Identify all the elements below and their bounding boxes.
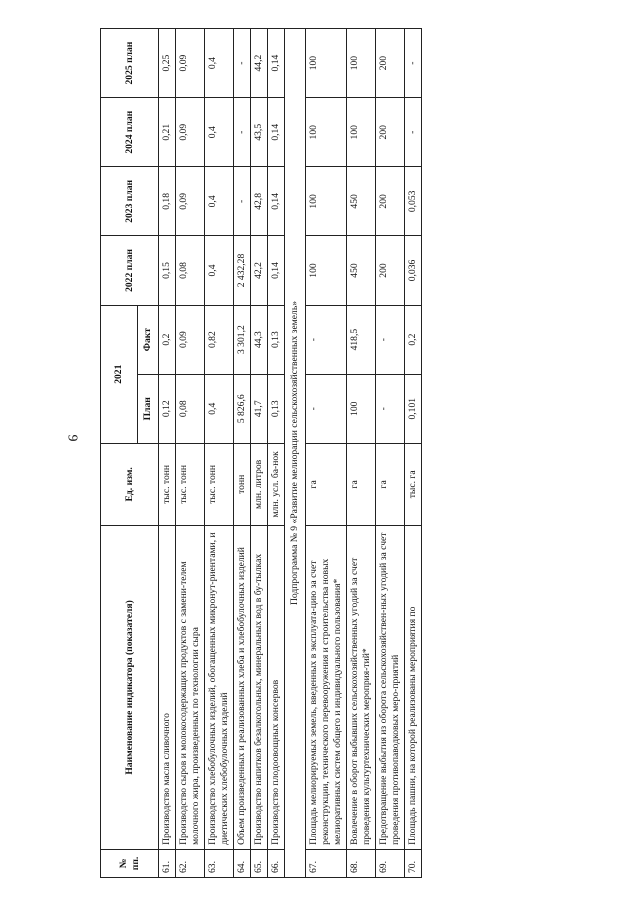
indicator-name: Производство хлебобулочных изделий, обогащенных микронут-риентами, и диетических хлебобулочных изделий xyxy=(204,525,233,849)
plan-2023-cell: 0,053 xyxy=(404,167,421,236)
fact-2021-cell: 0,13 xyxy=(267,305,284,374)
plan-2022-cell: 200 xyxy=(375,236,404,305)
plan-2022-cell: 0,036 xyxy=(404,236,421,305)
plan-2022-cell: 0,14 xyxy=(267,236,284,305)
row-number: 63. xyxy=(204,849,233,877)
plan-2024-cell: - xyxy=(233,98,250,167)
row-number: 65. xyxy=(250,849,267,877)
plan-2021-cell: 0,08 xyxy=(175,374,204,443)
plan-2021-cell: 0,4 xyxy=(204,374,233,443)
indicator-name: Площадь мелиорируемых земель, введенных в эксплуата-цию за счет реконструкции, технического перевооружения и строительства новых мелиоративных систем общего и индивидуального пользования* xyxy=(305,525,346,849)
fact-2021-cell: 418,5 xyxy=(346,305,375,374)
header-row xyxy=(101,29,138,878)
plan-2025-cell: 0,4 xyxy=(204,29,233,98)
plan-2022-cell: 450 xyxy=(346,236,375,305)
unit-cell: га xyxy=(375,443,404,525)
plan-2025-cell: - xyxy=(404,29,421,98)
plan-2025-cell: 0,14 xyxy=(267,29,284,98)
plan-2023-cell: 0,18 xyxy=(159,167,176,236)
row-number: 66. xyxy=(267,849,284,877)
header-2023: 2023 план xyxy=(101,167,159,236)
row-number: 68. xyxy=(346,849,375,877)
table-row xyxy=(204,29,233,878)
fact-2021-cell: 0,82 xyxy=(204,305,233,374)
table-row xyxy=(175,29,204,878)
fact-2021-cell: 0,2 xyxy=(159,305,176,374)
plan-2025-cell: - xyxy=(233,29,250,98)
plan-2024-cell: 43,5 xyxy=(250,98,267,167)
fact-2021-cell: 0,2 xyxy=(404,305,421,374)
row-number: 62. xyxy=(175,849,204,877)
plan-2021-cell: 0,13 xyxy=(267,374,284,443)
plan-2022-cell: 0,4 xyxy=(204,236,233,305)
header-num: № пп. xyxy=(101,849,159,877)
plan-2022-cell: 42,2 xyxy=(250,236,267,305)
indicator-name: Объем произведенных и реализованных хлеба и хлебобулочных изделий xyxy=(233,525,250,849)
plan-2021-cell: 0,12 xyxy=(159,374,176,443)
plan-2023-cell: 450 xyxy=(346,167,375,236)
header-unit: Ед. изм. xyxy=(101,443,159,525)
indicator-name: Производство напитков безалкогольных, минеральных вод в бу-тылках xyxy=(250,525,267,849)
plan-2023-cell: 42,8 xyxy=(250,167,267,236)
plan-2024-cell: 100 xyxy=(346,98,375,167)
header-2025: 2025 план xyxy=(101,29,159,98)
table-row xyxy=(305,29,346,878)
fact-2021-cell: - xyxy=(375,305,404,374)
table-row xyxy=(404,29,421,878)
indicator-name: Производство плодоовощных консервов xyxy=(267,525,284,849)
header-fact: Факт xyxy=(138,305,159,374)
unit-cell: га xyxy=(305,443,346,525)
plan-2021-cell: 5 826,6 xyxy=(233,374,250,443)
table-row xyxy=(346,29,375,878)
row-number: 64. xyxy=(233,849,250,877)
plan-2023-cell: 0,14 xyxy=(267,167,284,236)
plan-2023-cell: - xyxy=(233,167,250,236)
header-2021: 2021 xyxy=(101,305,138,443)
rows-group-a xyxy=(159,29,285,878)
indicator-name: Производство сыров и молокосодержащих продуктов с замени-телем молочного жира, произведенных по технологии сыра xyxy=(175,525,204,849)
plan-2024-cell: - xyxy=(404,98,421,167)
unit-cell: тыс. тонн xyxy=(204,443,233,525)
plan-2022-cell: 0,15 xyxy=(159,236,176,305)
plan-2024-cell: 0,14 xyxy=(267,98,284,167)
header-plan: План xyxy=(138,374,159,443)
plan-2025-cell: 100 xyxy=(305,29,346,98)
row-number: 69. xyxy=(375,849,404,877)
plan-2024-cell: 0,4 xyxy=(204,98,233,167)
indicators-table xyxy=(100,28,422,878)
plan-2022-cell: 2 432,28 xyxy=(233,236,250,305)
header-name: Наименование индикатора (показателя) xyxy=(101,525,159,849)
plan-2025-cell: 100 xyxy=(346,29,375,98)
fact-2021-cell: 3 301,2 xyxy=(233,305,250,374)
row-number: 61. xyxy=(159,849,176,877)
plan-2024-cell: 200 xyxy=(375,98,404,167)
indicator-name: Площадь пашни, на которой реализованы мероприятия по xyxy=(404,525,421,849)
plan-2025-cell: 44,2 xyxy=(250,29,267,98)
header-2022: 2022 план xyxy=(101,236,159,305)
subprogram-title: Подпрограмма № 9 «Развитие мелиорации сельскохозяйственных земель» xyxy=(284,29,305,878)
unit-cell: тыс. га xyxy=(404,443,421,525)
plan-2025-cell: 0,25 xyxy=(159,29,176,98)
row-number: 70. xyxy=(404,849,421,877)
table-row xyxy=(250,29,267,878)
indicator-name: Предотвращение выбытия из оборота сельскохозяйствен-ных угодий за счет проведения противопаводковых меро-приятий xyxy=(375,525,404,849)
plan-2023-cell: 200 xyxy=(375,167,404,236)
plan-2022-cell: 100 xyxy=(305,236,346,305)
plan-2024-cell: 100 xyxy=(305,98,346,167)
plan-2025-cell: 200 xyxy=(375,29,404,98)
plan-2024-cell: 0,09 xyxy=(175,98,204,167)
unit-cell: тыс. тонн xyxy=(159,443,176,525)
row-number: 67. xyxy=(305,849,346,877)
unit-cell: млн. усл. ба-нок xyxy=(267,443,284,525)
table-row xyxy=(267,29,284,878)
fact-2021-cell: - xyxy=(305,305,346,374)
plan-2021-cell: 100 xyxy=(346,374,375,443)
plan-2021-cell: - xyxy=(305,374,346,443)
unit-cell: млн. литров xyxy=(250,443,267,525)
unit-cell: тонн xyxy=(233,443,250,525)
plan-2023-cell: 100 xyxy=(305,167,346,236)
table-row xyxy=(375,29,404,878)
table-row xyxy=(159,29,176,878)
table-row xyxy=(233,29,250,878)
plan-2022-cell: 0,08 xyxy=(175,236,204,305)
plan-2025-cell: 0,09 xyxy=(175,29,204,98)
plan-2021-cell: 41,7 xyxy=(250,374,267,443)
plan-2021-cell: - xyxy=(375,374,404,443)
fact-2021-cell: 0,09 xyxy=(175,305,204,374)
page-number: 9 xyxy=(64,434,80,442)
plan-2023-cell: 0,4 xyxy=(204,167,233,236)
subprogram-row xyxy=(284,29,305,878)
plan-2024-cell: 0,21 xyxy=(159,98,176,167)
indicator-name: Производство масла сливочного xyxy=(159,525,176,849)
plan-2021-cell: 0,101 xyxy=(404,374,421,443)
indicator-name: Вовлечение в оборот выбывших сельскохозяйственных угодий за счет проведения культуртехнических мероприя-тий* xyxy=(346,525,375,849)
header-2024: 2024 план xyxy=(101,98,159,167)
plan-2023-cell: 0,09 xyxy=(175,167,204,236)
unit-cell: га xyxy=(346,443,375,525)
unit-cell: тыс. тонн xyxy=(175,443,204,525)
rows-group-b xyxy=(305,29,421,878)
fact-2021-cell: 44,3 xyxy=(250,305,267,374)
